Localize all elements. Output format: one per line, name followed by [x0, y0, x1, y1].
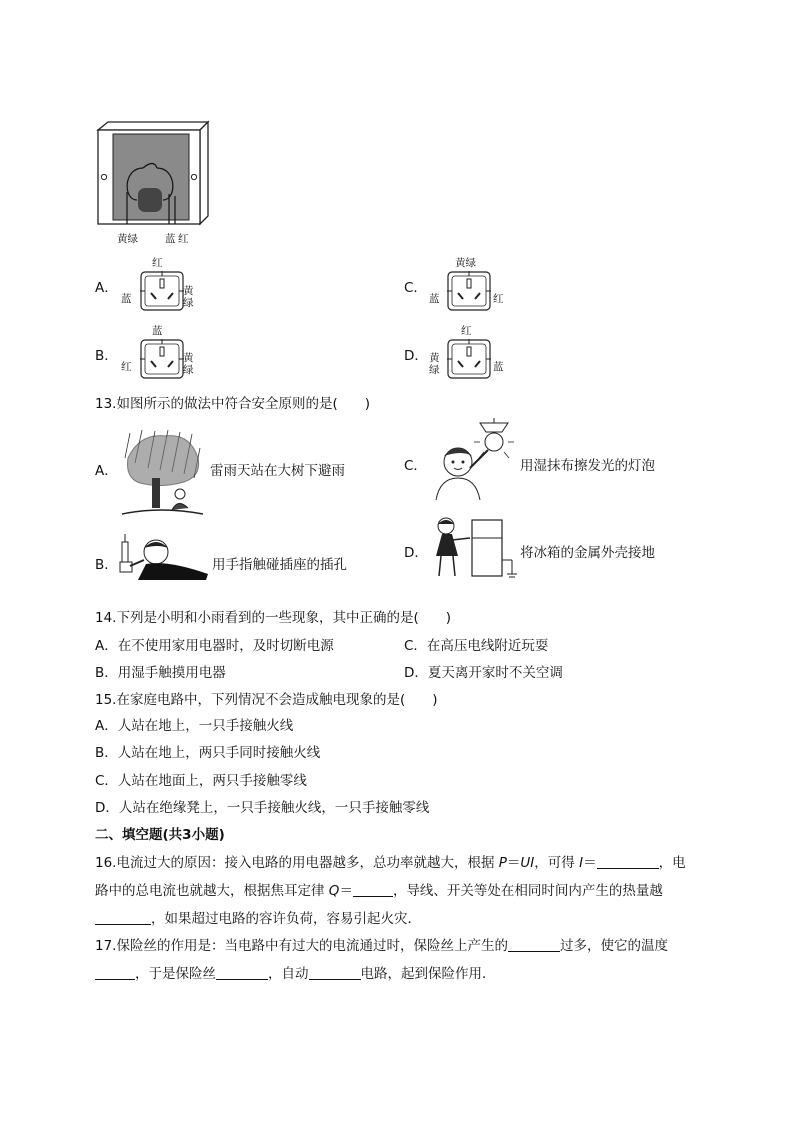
q13-a-caption: 雷雨天站在大树下避雨: [210, 463, 345, 479]
q16-line-3: [95, 907, 421, 927]
q16-eq-1: ＝: [506, 855, 521, 871]
q17-text-5: 电路，起到保险作用．: [360, 966, 496, 982]
q16-formula-q: Q: [328, 883, 340, 899]
q13-option-c-letter[interactable]: C．: [404, 458, 427, 474]
q16-line-2: [95, 879, 663, 899]
q12-b-top-label: 蓝: [152, 325, 163, 337]
q12-c-right-label: 红: [493, 293, 504, 305]
junction-box-drawing: [95, 120, 210, 230]
junction-box-figure: [95, 120, 210, 230]
q13-b-caption: 用手指触碰插座的插孔: [212, 557, 347, 573]
q15-option-d[interactable]: D．人站在绝缘凳上，一只手接触火线，一只手接触零线: [95, 800, 430, 816]
q16-line-1: [95, 851, 686, 871]
q16-text-3: ，电: [658, 855, 686, 871]
q16-formula-p: P: [498, 855, 507, 871]
q16-text-4: 路中的总电流也就越大，根据焦耳定律: [95, 883, 329, 899]
socket-icon: [140, 339, 184, 379]
q17-line-2: [95, 962, 496, 982]
q16-formula-ui: UI: [520, 855, 535, 871]
q12-d-left-label: 黄绿: [429, 352, 440, 376]
q12-b-right-label: 黄绿: [183, 352, 194, 376]
q16-text-1: 16.电流过大的原因：接入电路的用电器越多，总功率就越大，根据: [95, 855, 499, 871]
box-label-yellow-green: 黄绿: [117, 233, 138, 245]
q17-blank-1[interactable]: [508, 938, 560, 952]
q13-stem: 13.如图所示的做法中符合安全原则的是( ): [95, 396, 371, 412]
q14-option-b[interactable]: B．用湿手触摸用电器: [95, 665, 226, 681]
q12-d-top-label: 红: [461, 325, 472, 337]
q14-option-d[interactable]: D．夏天离开家时不关空调: [404, 665, 563, 681]
q12-c-left-label: 蓝: [429, 293, 440, 305]
q15-option-a[interactable]: A．人站在地上，一只手接触火线: [95, 718, 294, 734]
q16-eq-3: ＝: [339, 883, 353, 899]
q12-c-top-label: 黄绿: [455, 257, 476, 269]
socket-icon: [447, 339, 491, 379]
q15-option-b[interactable]: B．人站在地上，两只手同时接触火线: [95, 745, 321, 761]
q16-blank-1[interactable]: [597, 855, 659, 869]
q16-eq-2: ＝: [583, 855, 597, 871]
section-heading: 二、填空题(共3小题): [95, 827, 225, 843]
q16-blank-3[interactable]: [95, 911, 151, 925]
girl-fridge-illustration: [428, 516, 520, 582]
box-label-red: 红: [178, 233, 189, 245]
q17-blank-3[interactable]: [216, 966, 268, 980]
q12-option-c-letter[interactable]: C．: [404, 280, 427, 296]
q13-option-b-letter[interactable]: B．: [95, 557, 118, 573]
boy-bulb-illustration: [430, 418, 518, 500]
q17-text-3: ，于是保险丝: [135, 966, 216, 982]
q12-b-left-label: 红: [121, 361, 132, 373]
q16-text-6: ，如果超过电路的容许负荷，容易引起火灾．: [151, 911, 421, 927]
socket-icon: [140, 271, 184, 311]
tree-rain-illustration: [120, 428, 205, 518]
q17-line-1: [95, 934, 668, 954]
q13-c-caption: 用湿抹布擦发光的灯泡: [520, 458, 655, 474]
q16-blank-2[interactable]: [353, 883, 393, 897]
q16-formula-i: I: [579, 855, 584, 871]
q13-d-caption: 将冰箱的金属外壳接地: [520, 545, 655, 561]
q12-c-socket: [447, 271, 491, 311]
q14-option-a[interactable]: A．在不使用家用电器时，及时切断电源: [95, 638, 334, 654]
q12-option-a-letter[interactable]: A．: [95, 280, 118, 296]
q12-d-right-label: 蓝: [493, 361, 504, 373]
q15-stem: 15.在家庭电路中，下列情况不会造成触电现象的是( ): [95, 692, 438, 708]
q15-option-c[interactable]: C．人站在地面上，两只手接触零线: [95, 773, 307, 789]
q16-text-5: ，导线、开关等处在相同时间内产生的热量越: [392, 883, 663, 899]
q12-option-b-letter[interactable]: B．: [95, 348, 118, 364]
q12-a-left-label: 蓝: [121, 293, 132, 305]
q13-option-a-letter[interactable]: A．: [95, 463, 118, 479]
q17-blank-4[interactable]: [309, 966, 361, 980]
q12-a-top-label: 红: [152, 257, 163, 269]
q14-option-c[interactable]: C．在高压电线附近玩耍: [404, 638, 549, 654]
q17-text-2: 过多，使它的温度: [559, 938, 668, 954]
q16-text-2: ，可得: [534, 855, 580, 871]
q17-text-1: 17.保险丝的作用是：当电路中有过大的电流通过时，保险丝上产生的: [95, 938, 508, 954]
q12-d-socket: [447, 339, 491, 379]
finger-socket-illustration: [118, 534, 210, 580]
q14-stem: 14.下列是小明和小雨看到的一些现象，其中正确的是( ): [95, 610, 452, 626]
q12-a-right-label: 黄绿: [183, 285, 194, 309]
box-label-blue: 蓝: [165, 233, 176, 245]
q13-option-d-letter[interactable]: D．: [404, 545, 428, 561]
q17-blank-2[interactable]: [95, 966, 135, 980]
q12-a-socket: [140, 271, 184, 311]
q17-text-4: ，自动: [268, 966, 309, 982]
socket-icon: [447, 271, 491, 311]
q12-option-d-letter[interactable]: D．: [404, 348, 428, 364]
q12-b-socket: [140, 339, 184, 379]
